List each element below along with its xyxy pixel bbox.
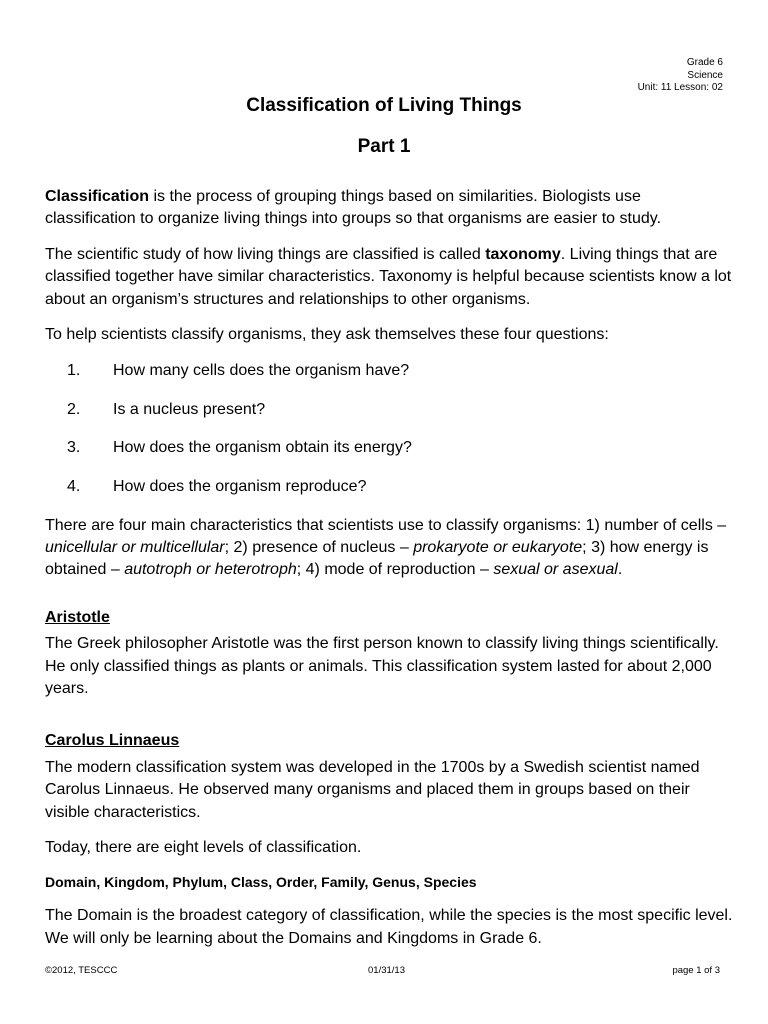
taxonomy-term: taxonomy bbox=[485, 245, 561, 263]
grade-label: Grade 6 bbox=[686, 57, 723, 68]
question-number: 4. bbox=[67, 478, 81, 496]
copyright-text: ©2012, TESCCC bbox=[45, 965, 118, 976]
classification-term: Classification bbox=[45, 188, 150, 205]
question-text: Is a nucleus present? bbox=[113, 400, 266, 418]
levels-intro: Today, there are eight levels of classification. bbox=[45, 839, 362, 857]
question-text: How does the organism obtain its energy? bbox=[113, 439, 412, 457]
page-subtitle: Part 1 bbox=[357, 136, 411, 157]
page-title: Classification of Living Things bbox=[246, 95, 522, 116]
aristotle-paragraph: The Greek philosopher Aristotle was the first person known to classify living things scientifically. He only classified things as plants or animals. This classification system lasted for about 2,000 years. bbox=[45, 635, 719, 697]
questions-intro: To help scientists classify organisms, they ask themselves these four questions: bbox=[45, 326, 609, 344]
document-body bbox=[45, 186, 735, 950]
taxonomy-paragraph: The scientific study of how living things are classified is called taxonomy. Living things that are classified together have similar characteristics. Taxonomy is helpful because scientists know a lot about an organism’s structures and relationships to other organisms. bbox=[45, 245, 732, 308]
unit-lesson-label: Unit: 11 Lesson: 02 bbox=[637, 82, 723, 93]
classification-paragraph: Classification is the process of grouping things based on similarities. Biologists use classification to organize living things into groups so that organisms are easier to study. bbox=[45, 188, 662, 228]
question-number: 1. bbox=[67, 361, 81, 379]
linnaeus-paragraph: The modern classification system was developed in the 1700s by a Swedish scientist named Carolus Linnaeus. He observed many organisms and placed them in groups based on their visible characteristics. bbox=[45, 758, 700, 821]
subject-label: Science bbox=[687, 69, 723, 81]
date-text: 01/31/13 bbox=[368, 965, 405, 976]
list-item bbox=[45, 360, 735, 382]
list-item bbox=[45, 437, 735, 459]
course-header bbox=[638, 57, 723, 95]
question-text: How many cells does the organism have? bbox=[113, 361, 410, 379]
classification-levels: Domain, Kingdom, Phylum, Class, Order, Family, Genus, Species bbox=[45, 874, 477, 891]
question-number: 3. bbox=[67, 439, 81, 457]
closing-paragraph: The Domain is the broadest category of classification, while the species is the most specific level. We will only be learning about the Domains and Kingdoms in Grade 6. bbox=[45, 907, 733, 947]
page-number: page 1 of 3 bbox=[672, 965, 720, 976]
list-item bbox=[45, 476, 735, 498]
linnaeus-heading: Carolus Linnaeus bbox=[45, 732, 180, 750]
list-item bbox=[45, 399, 735, 421]
characteristics-paragraph: There are four main characteristics that scientists use to classify organisms: 1) number of cells – unicellular or multicellular; 2) presence of nucleus – prokaryote or eukaryote; 3) how energy is obtained – autotroph or heterotroph; 4) mode of reproduction – sexual or asexual. bbox=[45, 516, 727, 579]
questions-list bbox=[45, 360, 735, 499]
aristotle-heading: Aristotle bbox=[45, 608, 110, 626]
question-text: How does the organism reproduce? bbox=[113, 478, 367, 496]
question-number: 2. bbox=[67, 400, 81, 418]
